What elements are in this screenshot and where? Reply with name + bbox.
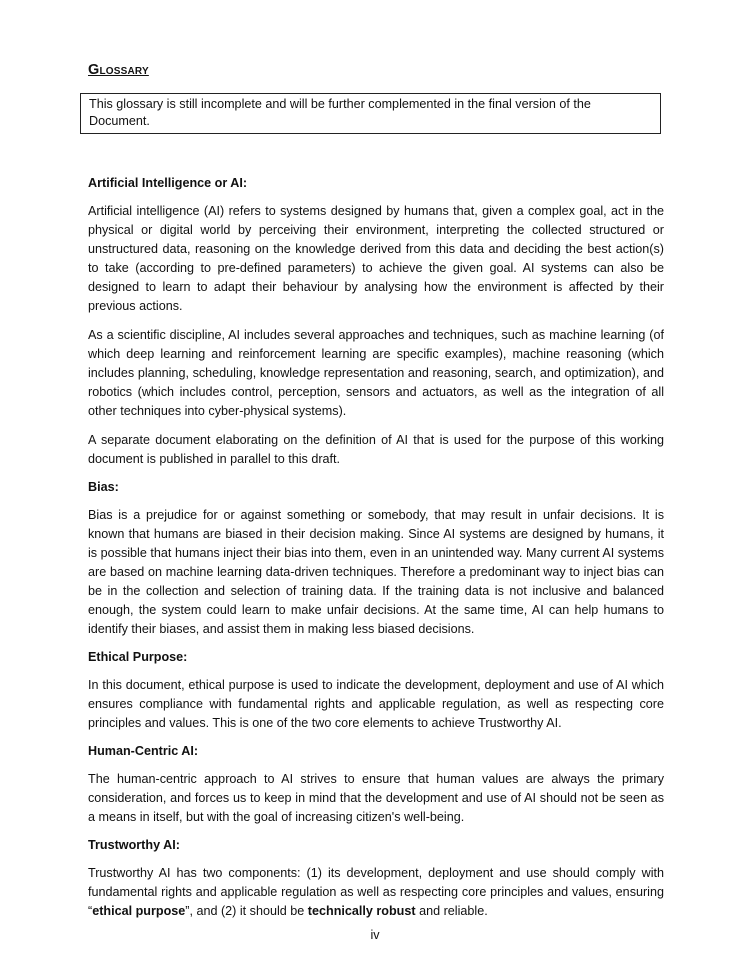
- definition-text: and reliable.: [415, 904, 488, 918]
- definition-paragraph: [88, 864, 664, 921]
- definition-paragraph: Artificial intelligence (AI) refers to systems designed by humans that, given a complex goal, act in the physical or digital world by perceiving their environment, interpreting the collected structured or unstructured data, reasoning on the knowledge derived from this data and deciding the best action(s) to take (according to pre-defined parameters) to achieve the given goal. AI systems can also be designed to learn to adapt their behaviour by analysing how the environment is affected by their previous actions.: [88, 204, 664, 313]
- term-heading: Trustworthy AI:: [88, 838, 180, 852]
- page-number: iv: [370, 928, 380, 942]
- entry-ethical-purpose: [88, 649, 664, 733]
- definition-paragraph: In this document, ethical purpose is used to indicate the development, deployment and use of AI which ensures compliance with fundamental rights and applicable regulation, as well as respecting core principles and values. This is one of the two core elements to achieve Trustworthy AI.: [88, 678, 664, 730]
- entry-artificial-intelligence: [88, 175, 664, 469]
- document-page: [88, 62, 664, 931]
- entry-bias: [88, 479, 664, 639]
- definition-text: Trustworthy AI has two components: (1) its development, deployment and use should comply with fundamental rights and applicable regulation as well as respecting core principles and values, ensuring “: [88, 866, 664, 918]
- emphasis-ethical-purpose: ethical purpose: [92, 904, 186, 918]
- term-heading: Artificial Intelligence or AI:: [88, 176, 248, 190]
- definition-paragraph: Bias is a prejudice for or against something or somebody, that may result in unfair decisions. It is known that humans are biased in their decision making. Since AI systems are designed by humans, it is possible that humans inject their bias into them, even in an unintended way. Many current AI systems are based on machine learning data-driven techniques. Therefore a predominant way to inject bias can be in the collection and selection of training data. If the training data is not inclusive and balanced enough, the system could learn to make unfair decisions. At the same time, AI can help humans to identify their biases, and assist them in making less biased decisions.: [88, 508, 664, 636]
- definition-text: ”, and (2) it should be: [185, 904, 308, 918]
- term-heading: Ethical Purpose:: [88, 650, 188, 664]
- definition-paragraph: The human-centric approach to AI strives to ensure that human values are always the primary consideration, and forces us to keep in mind that the development and use of AI should not be seen as a means in itself, but with the goal of increasing citizen's well-being.: [88, 772, 664, 824]
- entry-human-centric-ai: [88, 743, 664, 827]
- definition-paragraph: A separate document elaborating on the definition of AI that is used for the purpose of this working document is published in parallel to this draft.: [88, 433, 664, 466]
- incomplete-notice-box: This glossary is still incomplete and will be further complemented in the final version of the Document.: [80, 93, 661, 134]
- definition-paragraph: As a scientific discipline, AI includes several approaches and techniques, such as machine learning (of which deep learning and reinforcement learning are specific examples), machine reasoning (which includes planning, scheduling, knowledge representation and reasoning, search, and optimization), and robotics (which includes control, perception, sensors and actuators, as well as the integration of all other techniques into cyber-physical systems).: [88, 328, 664, 418]
- term-heading: Bias:: [88, 480, 119, 494]
- glossary-heading: Glossary: [88, 62, 149, 78]
- emphasis-technically-robust: technically robust: [307, 904, 416, 918]
- term-heading: Human-Centric AI:: [88, 744, 199, 758]
- entry-trustworthy-ai: [88, 837, 664, 921]
